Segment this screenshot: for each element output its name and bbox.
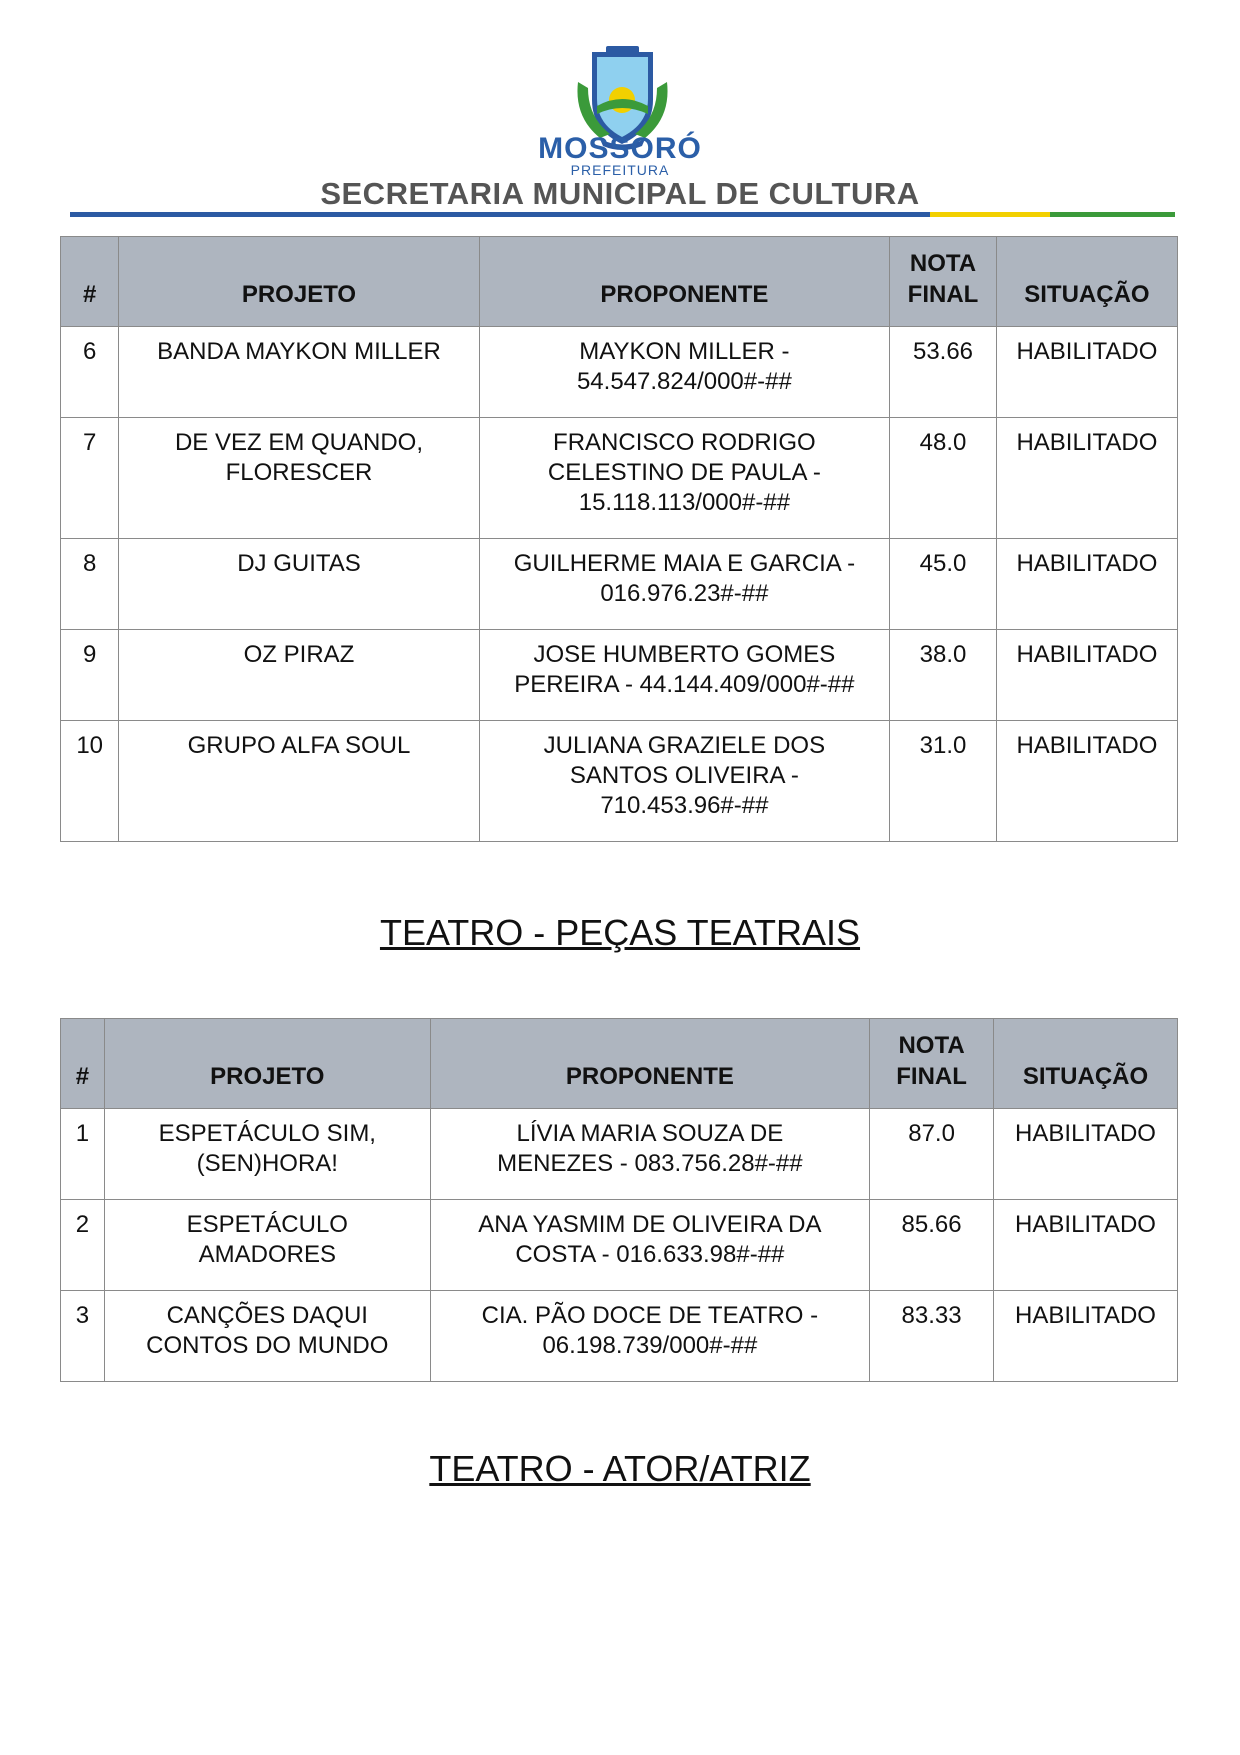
cell-situacao: HABILITADO [996, 539, 1177, 630]
cell-num: 7 [61, 418, 119, 539]
cell-projeto: BANDA MAYKON MILLER [119, 327, 479, 418]
cell-situacao: HABILITADO [994, 1291, 1178, 1382]
section-title-ator-atriz: TEATRO - ATOR/ATRIZ [429, 1448, 811, 1489]
cell-nota: 85.66 [870, 1200, 994, 1291]
cell-situacao: HABILITADO [994, 1109, 1178, 1200]
header-proponente: PROPONENTE [430, 1019, 870, 1109]
table-row [61, 630, 1178, 721]
cell-nota: 45.0 [890, 539, 997, 630]
cell-situacao: HABILITADO [996, 418, 1177, 539]
cell-proponente: CIA. PÃO DOCE DE TEATRO - 06.198.739/000#-## [430, 1291, 870, 1382]
cell-projeto: DE VEZ EM QUANDO, FLORESCER [119, 418, 479, 539]
cell-nota: 38.0 [890, 630, 997, 721]
table-row [61, 327, 1178, 418]
cell-nota: 48.0 [890, 418, 997, 539]
cell-projeto: DJ GUITAS [119, 539, 479, 630]
cell-proponente: GUILHERME MAIA E GARCIA - 016.976.23#-## [479, 539, 890, 630]
cell-num: 6 [61, 327, 119, 418]
table-header-row [61, 1019, 1178, 1109]
header-nota-final: NOTA FINAL [890, 237, 997, 327]
cell-situacao: HABILITADO [996, 721, 1177, 842]
cell-num: 8 [61, 539, 119, 630]
cell-num: 2 [61, 1200, 105, 1291]
header-nota-final: NOTA FINAL [870, 1019, 994, 1109]
cell-projeto: OZ PIRAZ [119, 630, 479, 721]
results-table-1 [60, 236, 1178, 842]
table-row [61, 1109, 1178, 1200]
results-table-2 [60, 1018, 1178, 1382]
header-num: # [61, 237, 119, 327]
cell-proponente: JOSE HUMBERTO GOMES PEREIRA - 44.144.409/000#-## [479, 630, 890, 721]
cell-nota: 87.0 [870, 1109, 994, 1200]
table-header-row [61, 237, 1178, 327]
cell-num: 10 [61, 721, 119, 842]
cell-num: 3 [61, 1291, 105, 1382]
cell-projeto: CANÇÕES DAQUI CONTOS DO MUNDO [104, 1291, 430, 1382]
cell-proponente: ANA YASMIM DE OLIVEIRA DA COSTA - 016.633.98#-## [430, 1200, 870, 1291]
cell-proponente: LÍVIA MARIA SOUZA DE MENEZES - 083.756.28#-## [430, 1109, 870, 1200]
table-row [61, 1291, 1178, 1382]
header-stripe-yellow [930, 212, 1050, 217]
cell-situacao: HABILITADO [996, 630, 1177, 721]
header-stripe-green [1050, 212, 1175, 217]
cell-num: 1 [61, 1109, 105, 1200]
header-situacao: SITUAÇÃO [996, 237, 1177, 327]
table-row [61, 721, 1178, 842]
cell-nota: 31.0 [890, 721, 997, 842]
table-row [61, 539, 1178, 630]
brand-subtitle: PREFEITURA [570, 162, 670, 178]
table-row [61, 418, 1178, 539]
cell-situacao: HABILITADO [996, 327, 1177, 418]
brand-name: MOSSORÓ [538, 132, 702, 165]
cell-num: 9 [61, 630, 119, 721]
header-proponente: PROPONENTE [479, 237, 890, 327]
cell-proponente: JULIANA GRAZIELE DOS SANTOS OLIVEIRA - 710.453.96#-## [479, 721, 890, 842]
cell-nota: 53.66 [890, 327, 997, 418]
department-title: SECRETARIA MUNICIPAL DE CULTURA [320, 176, 920, 211]
cell-nota: 83.33 [870, 1291, 994, 1382]
cell-projeto: GRUPO ALFA SOUL [119, 721, 479, 842]
page-header [0, 34, 1240, 224]
header-projeto: PROJETO [119, 237, 479, 327]
cell-situacao: HABILITADO [994, 1200, 1178, 1291]
header-num: # [61, 1019, 105, 1109]
section-title-pecas-teatrais: TEATRO - PEÇAS TEATRAIS [379, 912, 861, 953]
table-row [61, 1200, 1178, 1291]
header-stripe-blue [70, 212, 930, 217]
cell-projeto: ESPETÁCULO SIM, (SEN)HORA! [104, 1109, 430, 1200]
cell-proponente: MAYKON MILLER - 54.547.824/000#-## [479, 327, 890, 418]
header-projeto: PROJETO [104, 1019, 430, 1109]
header-situacao: SITUAÇÃO [994, 1019, 1178, 1109]
cell-proponente: FRANCISCO RODRIGO CELESTINO DE PAULA - 15.118.113/000#-## [479, 418, 890, 539]
cell-projeto: ESPETÁCULO AMADORES [104, 1200, 430, 1291]
